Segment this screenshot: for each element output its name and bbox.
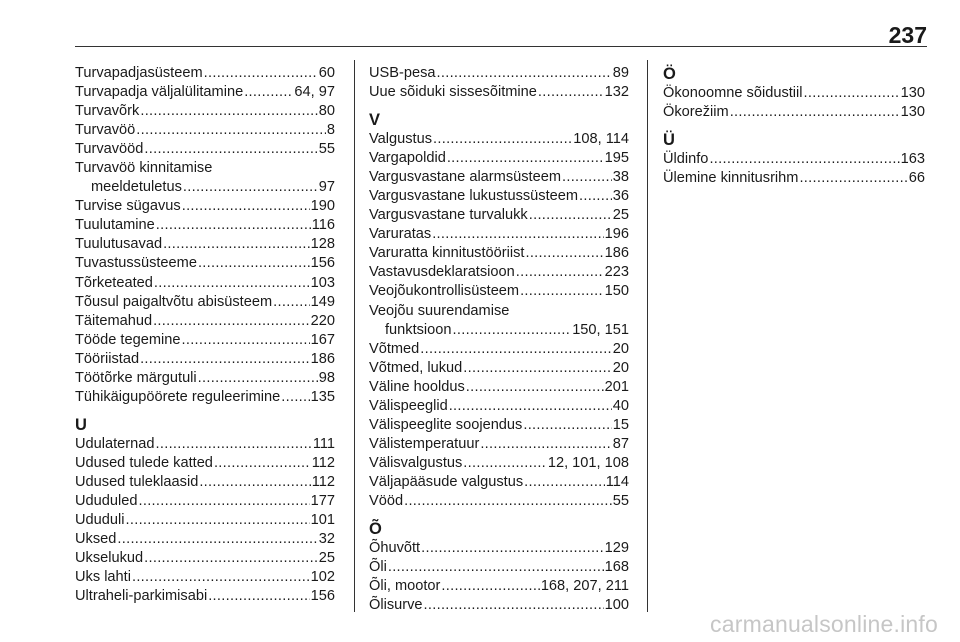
entry-pages: 186 [310,350,335,367]
entry-pages: 130 [900,104,925,121]
index-entry [75,235,335,254]
entry-pages: 112 [311,473,335,490]
entry-pages: 156 [310,255,335,272]
entry-pages: 80 [318,103,335,120]
entry-pages: 108, 114 [573,131,629,148]
dot-leader [538,83,604,102]
entry-term: Ülemine kinnitusrihm [663,170,799,187]
dot-leader [244,83,293,102]
entry-term: Udulaternad [75,435,155,452]
entry-term: Vargusvastane alarmsüsteem [369,169,561,186]
entry-pages: 168, 207, 211 [540,578,629,595]
dot-leader [208,587,309,606]
entry-pages: 40 [612,397,629,414]
entry-term: Varuratta kinnitustööriist [369,245,525,262]
index-column-2 [369,64,629,615]
dot-leader [480,435,611,454]
index-entry [75,388,335,407]
entry-pages: 112 [311,454,335,471]
index-entry [369,206,629,225]
entry-pages: 20 [612,340,629,357]
entry-pages: 98 [318,369,335,386]
index-entry [75,274,335,293]
index-entry [75,331,335,350]
entry-pages: 128 [310,236,335,253]
entry-term: Õli, mootor [369,578,441,595]
entry-term: Välispeeglid [369,397,448,414]
entry-term: Ultraheli-parkimisabi [75,588,208,605]
entry-pages: 114 [605,473,629,490]
dot-leader [523,416,611,435]
dot-leader [463,454,547,473]
dot-leader [529,206,612,225]
index-entry [369,539,629,558]
index-entry [369,321,629,340]
index-entry [369,454,629,473]
dot-leader [525,244,603,263]
index-column-3 [663,64,925,188]
entry-term: Väline hooldus [369,378,465,395]
entry-term: Vargapoldid [369,150,446,167]
index-entry [75,197,335,216]
entry-pages: 111 [312,435,335,452]
index-entry [369,596,629,615]
dot-leader [453,321,572,340]
entry-term: Töötõrke märgutuli [75,369,197,386]
index-entry [75,178,335,197]
index-entry [75,587,335,606]
entry-pages: 55 [318,141,335,158]
index-entry [369,64,629,83]
entry-pages: 60 [318,65,335,81]
index-entry [75,64,335,83]
entry-pages: 150 [604,283,629,300]
entry-pages: 130 [900,85,925,101]
dot-leader [281,388,309,407]
entry-pages: 116 [311,217,335,234]
entry-term: Tuulutamine [75,217,155,234]
entry-pages: 97 [318,179,335,196]
entry-term: Veojõukontrollisüsteem [369,283,520,300]
dot-leader [182,197,310,216]
index-entry [663,84,925,103]
dot-leader [198,369,318,388]
index-entry [369,416,629,435]
dot-leader [562,168,612,187]
dot-leader [420,340,611,359]
index-entry [369,225,629,244]
entry-pages: 102 [310,569,335,586]
index-entry [75,473,335,492]
dot-leader [447,149,604,168]
entry-pages: 190 [310,198,335,215]
entry-pages: 220 [310,312,335,329]
entry-term: Täitemahud [75,312,153,329]
dot-leader [524,473,605,492]
header-rule [75,46,927,47]
entry-term: Välistemperatuur [369,435,480,452]
entry-term: USB-pesa [369,65,436,81]
entry-term: Tühikäigupöörete reguleerimine [75,388,281,405]
index-entry [369,473,629,492]
entry-pages: 149 [310,293,335,310]
dot-leader [432,225,603,244]
entry-term: Uks lahti [75,569,131,586]
entry-term: Uksed [75,531,117,548]
entry-pages: 156 [310,588,335,605]
entry-pages: 64, 97 [294,84,335,101]
entry-term: Üldinfo [663,151,709,168]
index-entry [75,492,335,511]
entry-pages: 55 [612,492,629,509]
entry-term: Välispeeglite soojendus [369,416,523,433]
entry-term: Ökorežiim [663,104,729,121]
dot-leader [140,350,310,369]
dot-leader [163,235,310,254]
entry-pages: 100 [604,597,629,614]
dot-leader [388,558,604,577]
entry-pages: 163 [900,151,925,168]
entry-pages: 25 [318,550,335,567]
entry-term: Õhuvõtt [369,540,421,557]
dot-leader [136,121,326,140]
entry-term: Turvise sügavus [75,198,181,215]
entry-pages: 129 [604,540,629,557]
entry-pages: 168 [604,559,629,576]
index-entry [75,511,335,530]
index-entry [75,435,335,454]
entry-term: Tööriistad [75,350,140,367]
watermark[interactable]: carmanualsonline.info [710,611,938,637]
index-entry [75,83,335,102]
dot-leader [421,539,604,558]
index-entry [369,577,629,596]
index-entry [369,187,629,206]
index-entry [75,216,335,235]
index-entry [75,350,335,369]
entry-pages: 12, 101, 108 [547,454,629,471]
index-entry [75,312,335,331]
entry-pages: 223 [604,264,629,281]
dot-leader [433,130,572,149]
index-entry-head: Turvavöö kinnitamise [75,160,213,177]
index-entry [369,244,629,263]
section-letter: Õ [369,520,382,539]
entry-term: Tõrketeated [75,274,153,291]
entry-pages: 101 [310,512,335,529]
entry-term: Valgustus [369,131,433,148]
dot-leader [138,492,309,511]
index-entry [369,263,629,282]
dot-leader [181,331,309,350]
entry-term: Vargusvastane turvalukk [369,207,528,224]
index-entry [369,378,629,397]
entry-pages: 132 [604,84,629,101]
dot-leader [709,150,899,169]
entry-pages: 38 [612,169,629,186]
index-entry [663,169,925,188]
entry-pages: 135 [310,388,335,405]
index-entry [75,121,335,140]
entry-term: Tööde tegemine [75,331,181,348]
dot-leader [204,64,318,83]
entry-pages: 32 [318,531,335,548]
entry-pages: 8 [326,122,335,139]
entry-term: Vööd [369,492,404,509]
section-letter: V [369,111,381,130]
dot-leader [153,312,310,331]
index-entry [369,83,629,102]
dot-leader [441,577,539,596]
entry-term: meeldetuletus [91,179,182,196]
entry-term: Turvavõrk [75,103,140,120]
index-entry [663,150,925,169]
dot-leader [140,102,317,121]
entry-term: Uue sõiduki sissesõitmine [369,84,537,101]
entry-term: Tuvastussüsteeme [75,255,197,272]
dot-leader [273,293,310,312]
index-entry [369,149,629,168]
dot-leader [144,140,317,159]
index-column-1 [75,64,335,606]
entry-pages: 150, 151 [572,321,629,338]
section-letter: Ö [663,65,676,83]
dot-leader [117,530,317,549]
entry-term: Õli [369,559,387,576]
entry-term: Ökonoomne sõidustiil [663,85,803,101]
entry-term: Varuratas [369,226,432,243]
entry-term: Udused tuleklaasid [75,473,199,490]
index-entry [369,130,629,149]
entry-term: Ukselukud [75,550,144,567]
index-entry [75,102,335,121]
dot-leader [730,103,900,122]
dot-leader [126,511,310,530]
entry-pages: 66 [908,170,925,187]
index-entry [75,254,335,273]
entry-term: Välisvalgustus [369,454,463,471]
entry-term: funktsioon [385,321,452,338]
dot-leader [516,263,604,282]
section-letter: Ü [663,131,675,150]
dot-leader [520,282,604,301]
dot-leader [424,596,604,615]
index-entry [369,492,629,511]
index-entry [75,454,335,473]
entry-term: Turvavöö [75,122,136,139]
entry-pages: 177 [310,492,335,509]
entry-pages: 36 [612,188,629,205]
entry-pages: 167 [310,331,335,348]
dot-leader [404,492,612,511]
index-entry [369,359,629,378]
index-entry [369,168,629,187]
index-entry [369,558,629,577]
entry-pages: 196 [604,226,629,243]
index-entry [75,293,335,312]
index-entry [369,397,629,416]
entry-pages: 87 [612,435,629,452]
dot-leader [144,549,318,568]
entry-term: Vastavusdeklaratsioon [369,264,515,281]
entry-pages: 20 [612,359,629,376]
dot-leader [449,397,612,416]
dot-leader [214,454,311,473]
index-entry [369,340,629,359]
entry-pages: 89 [612,65,629,81]
index-entry [75,549,335,568]
column-divider-2 [647,60,648,612]
entry-pages: 201 [604,378,629,395]
entry-term: Turvapadja väljalülitamine [75,84,244,101]
index-entry [75,568,335,587]
entry-term: Ududuled [75,492,138,509]
index-entry [75,530,335,549]
index-entry [75,140,335,159]
dot-leader [156,216,311,235]
dot-leader [799,169,907,188]
entry-term: Väljapääsude valgustus [369,473,524,490]
entry-pages: 15 [612,416,629,433]
entry-term: Võtmed, lukud [369,359,463,376]
entry-term: Ududuli [75,512,125,529]
entry-term: Õlisurve [369,597,423,614]
entry-term: Turvavööd [75,141,144,158]
entry-pages: 103 [310,274,335,291]
dot-leader [463,359,611,378]
entry-pages: 25 [612,207,629,224]
page-number: 237 [888,22,927,48]
entry-term: Turvapadjasüsteem [75,65,203,81]
index-entry [663,103,925,122]
dot-leader [579,187,612,206]
dot-leader [199,473,310,492]
index-entry [369,282,629,301]
dot-leader [156,435,312,454]
entry-term: Vargusvastane lukustussüsteem [369,188,579,205]
entry-term: Udused tulede katted [75,454,213,471]
dot-leader [183,178,318,197]
entry-term: Võtmed [369,340,420,357]
dot-leader [154,274,310,293]
section-letter: U [75,415,87,434]
index-entry-head: Veojõu suurendamise [369,302,510,319]
entry-term: Tuulutusavad [75,236,163,253]
dot-leader [198,254,310,273]
dot-leader [466,378,604,397]
index-entry [75,369,335,388]
index-entry [369,435,629,454]
entry-pages: 195 [604,150,629,167]
dot-leader [437,64,612,83]
dot-leader [132,568,310,587]
column-divider-1 [354,60,355,612]
entry-term: Tõusul paigaltvõtu abisüsteem [75,293,273,310]
entry-pages: 186 [604,245,629,262]
dot-leader [804,84,900,103]
